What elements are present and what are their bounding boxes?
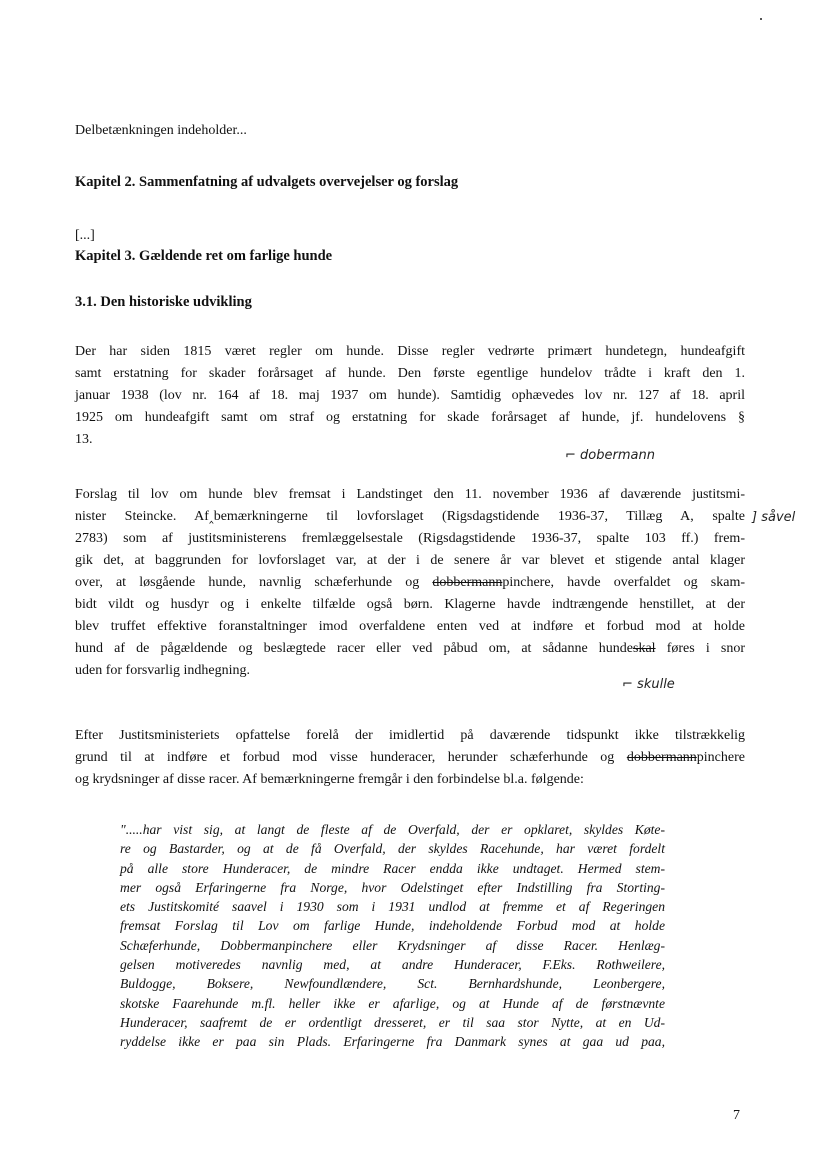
heading-kapitel-3: Kapitel 3. Gældende ret om farlige hunde (75, 248, 333, 264)
quote-line: ryddelse ikke er paa sin Plads. Erfaringerne fra Danmark synes at gaa ud paa, (120, 1034, 665, 1050)
ellipsis-marker: [...] (75, 228, 95, 243)
arrow-mark: ⌐ (622, 677, 633, 692)
quoted-remarks (120, 820, 665, 1052)
quote-line: fremsat Forslag til Lov om farlige Hunde, indeholdende Forbud mod at holde (120, 918, 665, 934)
text-line: januar 1938 (lov nr. 164 af 18. maj 1937 om hunde). Samtidig ophævedes lov nr. 127 af 18. april (75, 388, 745, 403)
quote-line: ".....har vist sig, at langt de fleste af de Overfald, der er opklaret, skyldes Køte- (120, 822, 665, 837)
handwritten-note-doberman: ⌐ dobermann (565, 448, 655, 463)
quote-line: ets Justitskomité saavel i 1930 som i 1931 undlod at fremme et af Regeringen (120, 899, 665, 915)
intro-text: Delbetænkningen indeholder... (75, 123, 247, 138)
struck-word: skal (633, 641, 656, 656)
text-line: gik det, at baggrunden for lovforslaget var, at der i de senere år var blevet et stigende antal klager (75, 553, 745, 568)
text-line: 13. (75, 432, 93, 447)
heading-kapitel-2: Kapitel 2. Sammenfatning af udvalgets overvejelser og forslag (75, 174, 459, 190)
text-line: 2783) som af justitsministerens fremlæggelsestale (Rigsdagstidende 1936-37, spalte 103 ff.) frem- (75, 531, 745, 546)
paragraph-bill (75, 484, 745, 682)
text-line: Der har siden 1815 været regler om hunde. Disse regler vedrørte primært hundetegn, hundeafgift (75, 344, 745, 359)
text-line: hund af de pågældende og beslægtede racer eller ved påbud om, at sådanne hundeskal føres i snor (75, 641, 745, 656)
heading-section-3-1: 3.1. Den historiske udvikling (75, 294, 252, 310)
text-line: Forslag til lov om hunde blev fremsat i Landstinget den 11. november 1936 af daværende justitsmi- (75, 487, 745, 502)
page-number: 7 (733, 1108, 740, 1123)
bracket-mark: ] (752, 510, 758, 525)
quote-line: mer også Erfaringerne fra Norge, hvor Odelstinget efter Indstilling fra Storting- (120, 879, 665, 895)
insertion-caret: ‸ (208, 509, 214, 524)
text-line: Efter Justitsministeriets opfattelse forelå der imidlertid på daværende tidspunkt ikke tilstrækkelig (75, 728, 745, 743)
struck-word: dobbermann (432, 575, 503, 590)
text-line: grund til at indføre et forbud mod visse hunderacer, herunder schæferhunde og dobbermannpinchere (75, 750, 745, 765)
quote-line: gelsen motiveredes navnlig med, at andre Hunderacer, F.Eks. Rothweilere, (120, 957, 665, 973)
text-line: over, at løsgående hunde, navnlig schæferhunde og dobbermannpinchere, havde overfaldet og skam- (75, 575, 745, 590)
handwritten-note-saavel: ] såvel (752, 510, 796, 525)
handwritten-note-skulle: ⌐ skulle (622, 677, 675, 692)
quote-line: Schæferhunde, Dobbermanpinchere eller Krydsninger af disse Racer. Henlæg- (120, 937, 665, 953)
text-line: 1925 om hundeafgift samt om straf og erstatning for skade forårsaget af hunde, jf. hundelovens § (75, 410, 745, 425)
text-line: uden for forsvarlig indhegning. (75, 663, 250, 678)
text-line: og krydsninger af disse racer. Af bemærkningerne fremgår i den forbindelse bl.a. følgende: (75, 772, 584, 787)
scan-mark (760, 18, 762, 20)
paragraph-ministry-opinion (75, 725, 745, 791)
text-line: bidt vildt og husdyr og i enkelte tilfælde også børn. Klagerne havde indtrængende henstillet, at der (75, 597, 745, 612)
text-line: nister Steincke. Af‸bemærkningerne til lovforslaget (Rigsdagstidende 1936-37, Tillæg A, spalte (75, 509, 745, 524)
struck-word: dobbermann (626, 750, 697, 765)
quote-line: på alle store Hunderacer, de mindre Racer endda ikke undtaget. Hermed stem- (120, 860, 665, 876)
paragraph-history (75, 341, 745, 451)
quote-line: Hunderacer, saafremt de er ordentligt dresseret, er til saa stor Nytte, at en Ud- (120, 1014, 665, 1030)
text-line: samt erstatning for skader forårsaget af hunde. Den første egentlige hundelov trådte i kraft den 1. (75, 366, 745, 381)
quote-line: skotske Faarehunde m.fl. heller ikke er afarlige, og at Hunde af de førstnævnte (120, 995, 665, 1011)
text-line: blev truffet effektive foranstaltninger imod overfaldene enten ved at indføre et forbud mod at holde (75, 619, 745, 634)
arrow-mark: ⌐ (565, 448, 576, 463)
quote-line: re og Bastarder, og at de få Overfald, der skyldes Racehunde, har været fordelt (120, 841, 665, 857)
quote-line: Buldogge, Boksere, Newfoundlændere, Sct. Bernhardshunde, Leonbergere, (120, 976, 665, 992)
